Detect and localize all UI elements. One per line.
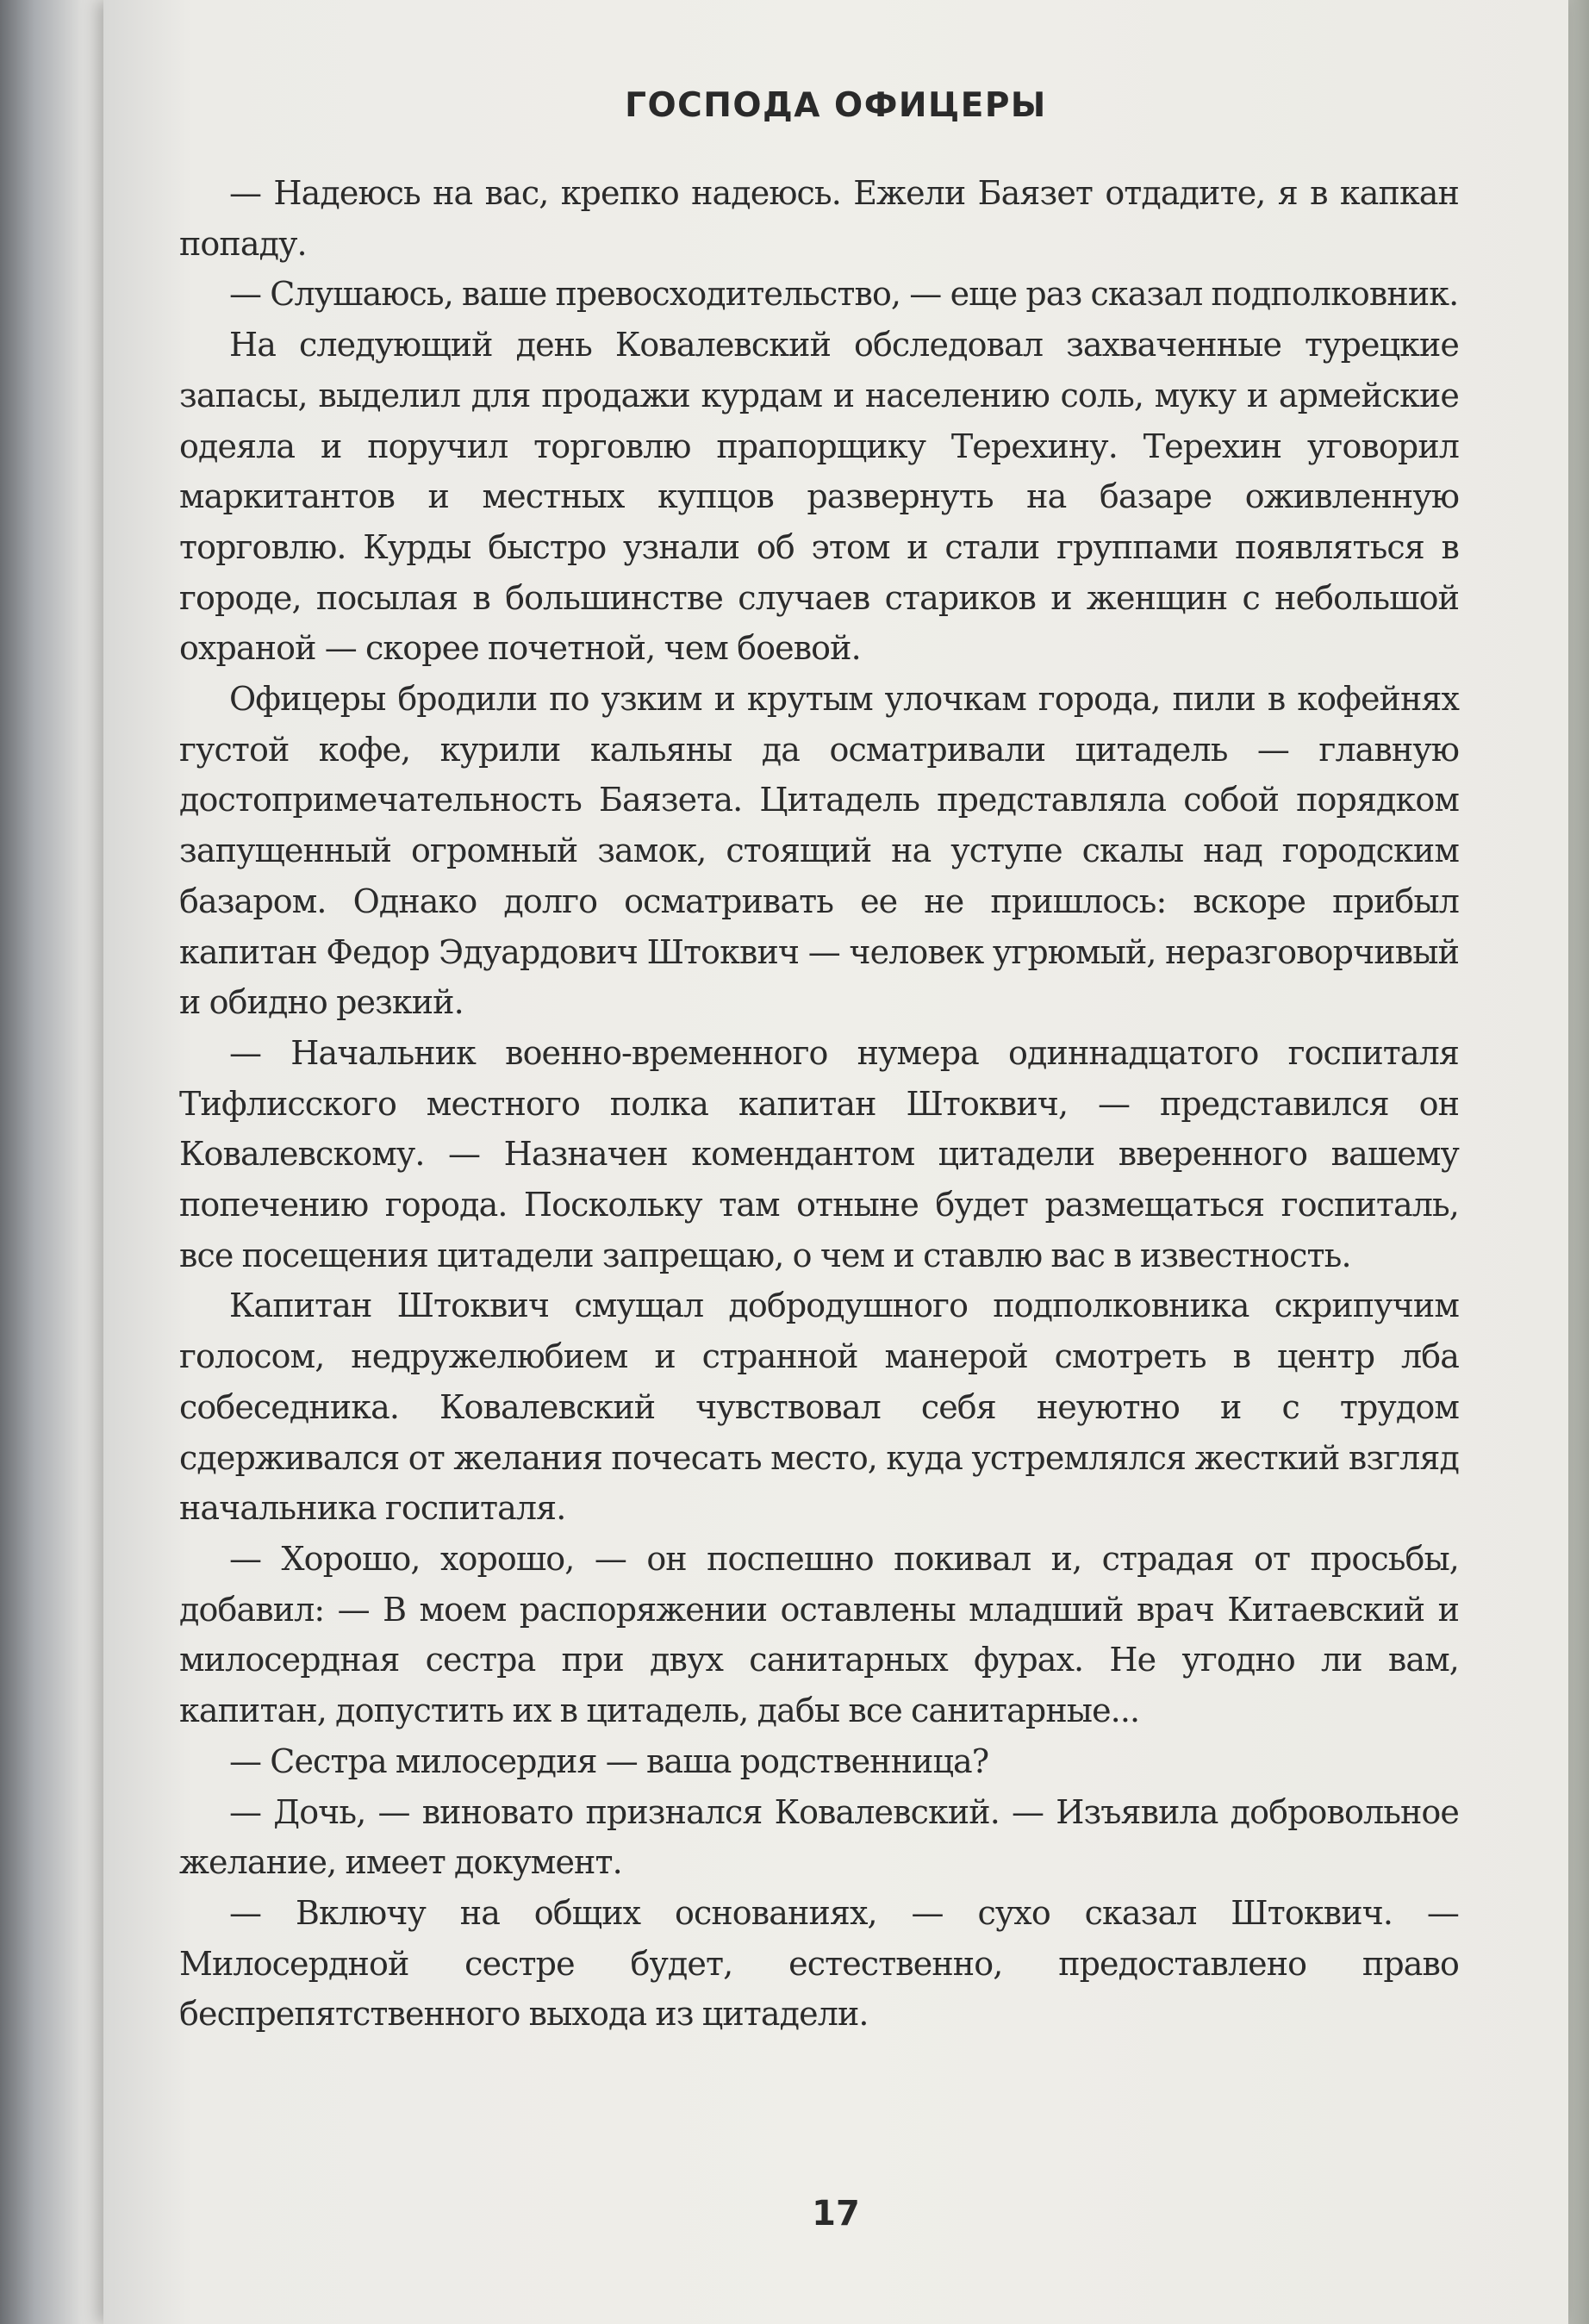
paragraph: — Сестра милосердия — ваша родственница? (229, 1741, 989, 1780)
paragraph: — Слушаюсь, ваше превосходительство, — еще раз сказал подполковник. (229, 275, 1459, 314)
paragraph: Офицеры бродили по узким и крутым улочкам города, пили в кофейнях густой кофе, курили кальяны да осматривали цитадель — главную достопримечательность Баязета. Цитадель представляла собой порядком запущенный огромный замок, стоящий на уступе скалы над городским базаром. Однако долго осматривать ее не пришлось: вскоре прибыл капитан Федор Эдуардович Штоквич — человек угрюмый, неразговорчивый и обидно резкий. (179, 680, 1459, 1022)
paragraph: — Хорошо, хорошо, — он поспешно покивал и, страдая от просьбы, добавил: — В моем распоряжении оставлены младший врач Китаевский и милосердная сестра при двух санитарных фурах. Не угодно ли вам, капитан, допустить их в цитадель, дабы все санитарные... (179, 1539, 1459, 1730)
paragraph: — Включу на общих основаниях, — сухо сказал Штоквич. — Милосердной сестре будет, естественно, предоставлено право беспрепятственного выхода из цитадели. (179, 1893, 1459, 2034)
page-number: 17 (812, 2194, 860, 2234)
running-head: ГОСПОДА ОФИЦЕРЫ (625, 86, 1047, 125)
paragraph: — Начальник военно-временного нумера одиннадцатого госпиталя Тифлисского местного полка капитан Штоквич, — представился он Ковалевскому. — Назначен комендантом цитадели вверенного вашему попечению города. Поскольку там отныне будет размещаться госпиталь, все посещения цитадели запрещаю, о чем и ставлю вас в известность. (179, 1033, 1459, 1274)
paragraph: — Дочь, — виновато признался Ковалевский. — Изъявила добровольное желание, имеет документ. (179, 1792, 1459, 1882)
body-text (179, 168, 1459, 2040)
paragraph: Капитан Штоквич смущал добродушного подполковника скрипучим голосом, недружелюбием и странной манерой смотреть в центр лба собеседника. Ковалевский чувствовал себя неуютно и с трудом сдерживался от желания почесать место, куда устремлялся жесткий взгляд начальника госпиталя. (179, 1287, 1459, 1528)
paragraph: — Надеюсь на вас, крепко надеюсь. Ежели Баязет отдадите, я в капкан попаду. (179, 174, 1459, 263)
paragraph: На следующий день Ковалевский обследовал захваченные турецкие запасы, выделил для продажи курдам и населению соль, муку и армейские одеяла и поручил торговлю прапорщику Терехину. Терехин уговорил маркитантов и местных купцов развернуть на базаре оживленную торговлю. Курды быстро узнали об этом и стали группами появляться в городе, посылая в большинстве случаев стариков и женщин с небольшой охраной — скорее почетной, чем боевой. (179, 326, 1459, 668)
book-page (103, 0, 1568, 2324)
